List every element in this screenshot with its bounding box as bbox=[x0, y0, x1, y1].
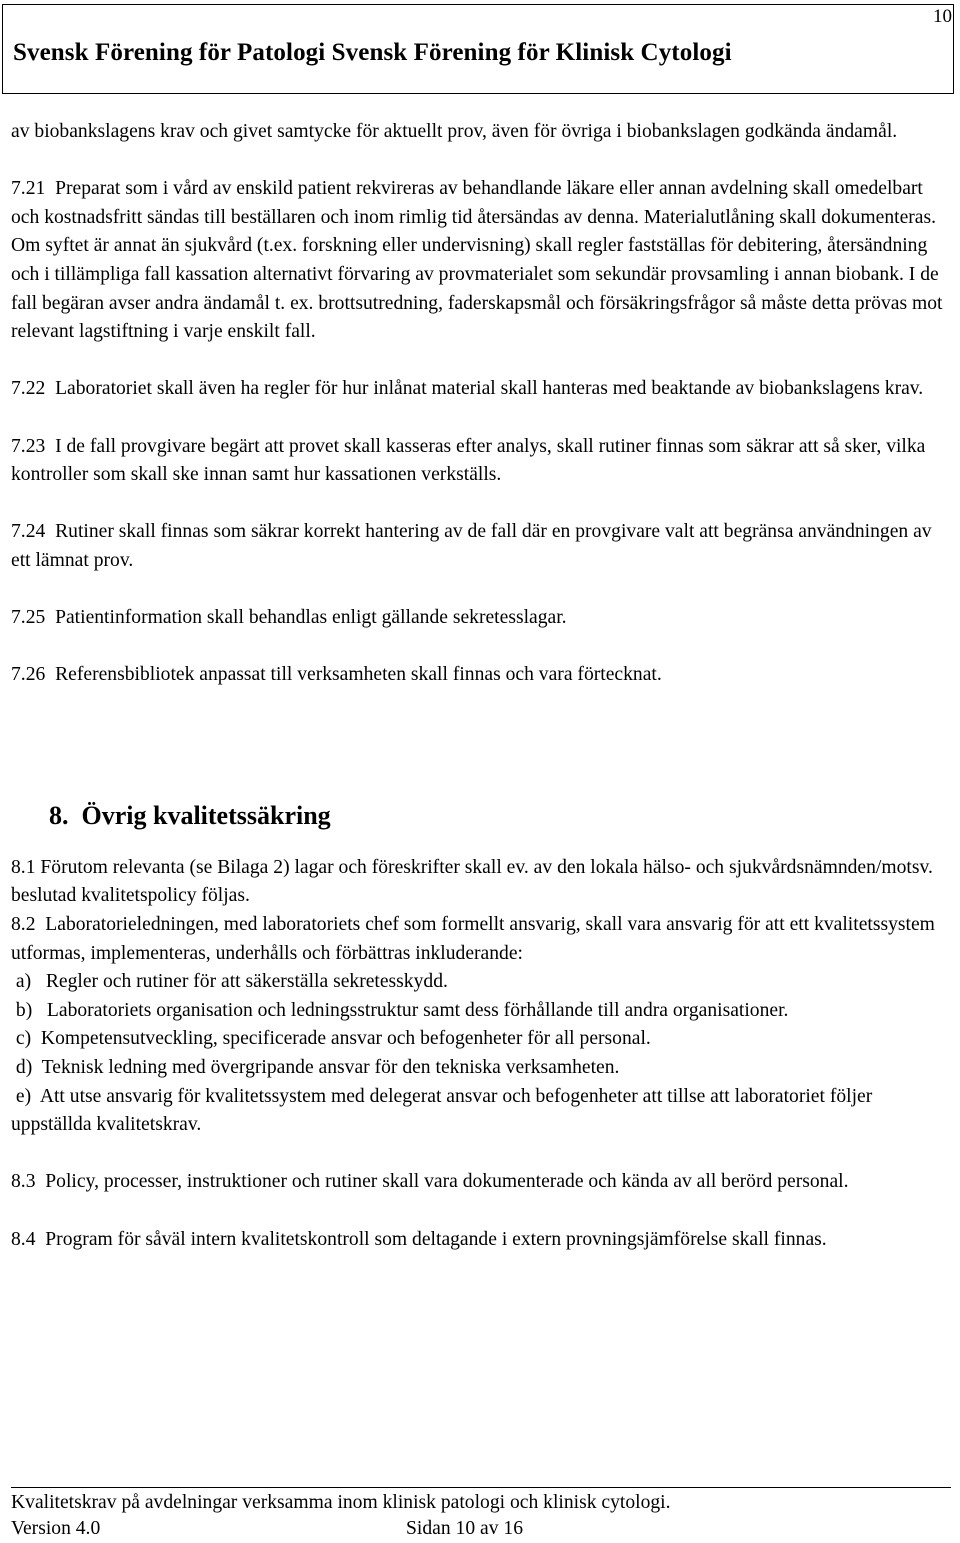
spacer bbox=[11, 832, 946, 854]
spacer bbox=[11, 1140, 946, 1169]
spacer bbox=[11, 576, 946, 605]
footer-page: Sidan 10 av 16 bbox=[406, 1518, 524, 1539]
paragraph: av biobankslagens krav och givet samtycke för aktuellt prov, även för övriga i biobankslagen godkända ändamål. bbox=[11, 121, 898, 142]
spacer bbox=[11, 147, 946, 176]
paragraph: 8.4 Program för såväl intern kvalitetskontroll som deltagande i extern provningsjämförelse skall finnas. bbox=[11, 1228, 827, 1250]
section-heading: 8. Övrig kvalitetssäkring bbox=[49, 800, 331, 830]
spacer bbox=[11, 690, 946, 800]
paragraph: c) Kompetensutveckling, specificerade ansvar och befogenheter för all personal. bbox=[11, 1028, 651, 1050]
footer-version: Version 4.0 bbox=[11, 1518, 101, 1539]
paragraph: e) Att utse ansvarig för kvalitetssystem med delegerat ansvar och befogenheter att tillse att laboratoriet följer uppställda kvalitetskrav. bbox=[11, 1085, 878, 1136]
paragraph: 8.3 Policy, processer, instruktioner och rutiner skall vara dokumenterade och kända av all berörd personal. bbox=[11, 1171, 849, 1193]
footer-meta bbox=[11, 1516, 671, 1542]
footer-title: Kvalitetskrav på avdelningar verksamma inom klinisk patologi och klinisk cytologi. bbox=[11, 1492, 671, 1513]
header-title: Svensk Förening för Patologi Svensk Förening för Klinisk Cytologi bbox=[13, 39, 732, 66]
spacer bbox=[11, 1197, 946, 1226]
spacer bbox=[11, 404, 946, 433]
footer bbox=[11, 1490, 671, 1542]
paragraph: d) Teknisk ledning med övergripande ansvar för den tekniska verksamheten. bbox=[11, 1057, 620, 1079]
paragraph: 7.25 Patientinformation skall behandlas enligt gällande sekretesslagar. bbox=[11, 607, 567, 629]
document-body bbox=[11, 118, 946, 1254]
paragraph: 8.2 Laboratorieledningen, med laboratoriets chef som formellt ansvarig, skall vara ansvarig för att ett kvalitetssystem utformas, implementeras, underhålls och förbättras inkluderande: bbox=[11, 914, 940, 964]
paragraph: 7.22 Laboratoriet skall även ha regler för hur inlånat material skall hanteras med beaktande av biobankslagens krav. bbox=[11, 378, 924, 400]
header-box bbox=[2, 4, 954, 94]
spacer bbox=[11, 347, 946, 376]
paragraph: 7.26 Referensbibliotek anpassat till verksamheten skall finnas och vara förtecknat. bbox=[11, 664, 662, 686]
paragraph: a) Regler och rutiner för att säkerställa sekretesskydd. bbox=[11, 971, 448, 993]
footer-rule bbox=[11, 1487, 951, 1488]
paragraph: b) Laboratoriets organisation och ledningsstruktur samt dess förhållande till andra organisationer. bbox=[11, 999, 789, 1021]
paragraph: 7.24 Rutiner skall finnas som säkrar korrekt hantering av de fall där en provgivare valt att begränsa användningen av ett lämnat prov. bbox=[11, 521, 937, 571]
page-number: 10 bbox=[933, 6, 952, 27]
paragraph: 8.1 Förutom relevanta (se Bilaga 2) lagar och föreskrifter skall ev. av den lokala hälso- och sjukvårdsnämnden/motsv. beslutad kvalitetspolicy följas. bbox=[11, 856, 938, 907]
spacer bbox=[11, 490, 946, 519]
paragraph: 7.21 Preparat som i vård av enskild patient rekvireras av behandlande läkare eller annan avdelning skall omedelbart och kostnadsfritt sändas till beställaren och inom rimlig tid återsändas av denna. Materialutlåning skall dokumenteras. Om syftet är annat än sjukvård (t.ex. forskning eller undervisning) skall regler fastställas för debitering, återsändning och i tillämpliga fall kassation alternativt förvaring av provmaterialet som sekundär provsamling i annan biobank. I de fall begäran avser andra ändamål t. ex. brottsutredning, faderskapsmål och försäkringsfrågor så måste detta prövas mot relevant lagstiftning i varje enskilt fall. bbox=[11, 178, 948, 343]
spacer bbox=[11, 633, 946, 662]
paragraph: 7.23 I de fall provgivare begärt att provet skall kasseras efter analys, skall rutiner finnas som säkrar att så sker, vilka kontroller som skall ske innan samt hur kassationen verkställs. bbox=[11, 435, 931, 486]
